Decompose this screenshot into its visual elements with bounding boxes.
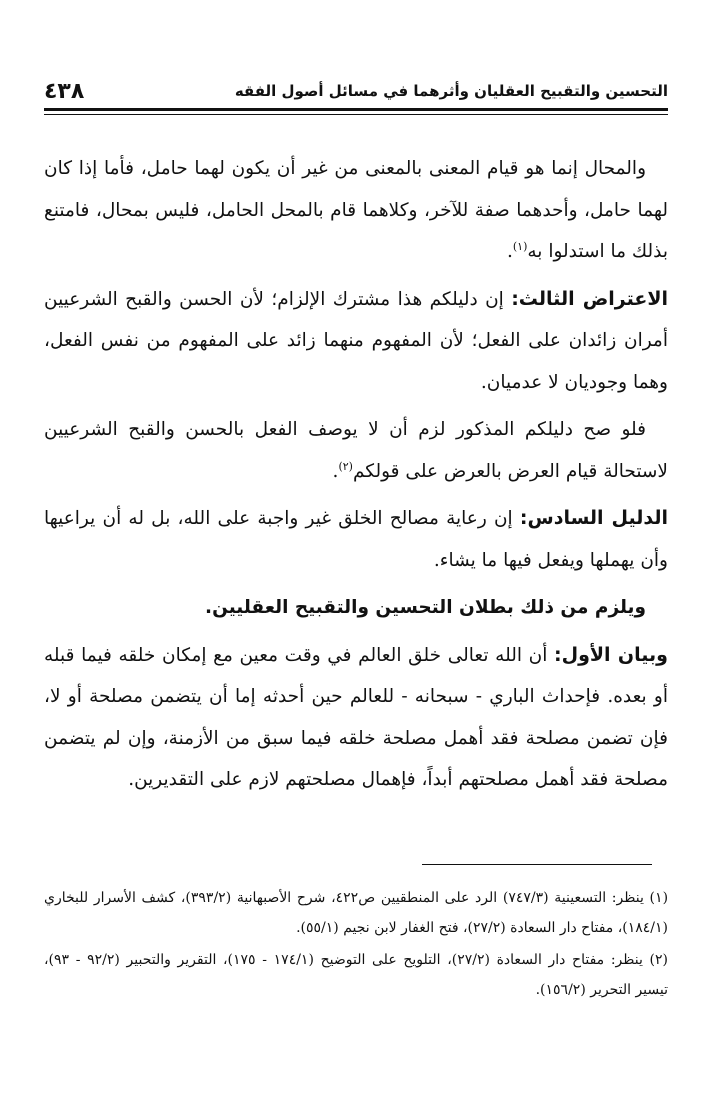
paragraph-1 <box>44 148 668 273</box>
paragraph-3-end: . <box>332 460 339 482</box>
paragraph-consequence: ويلزم من ذلك بطلان التحسين والتقبيح العقليين. <box>205 597 646 618</box>
paragraph-1-text: والمحال إنما هو قيام المعنى بالمعنى من غير أن يكون لهما حامل، فأما إذا كان لهما حامل، وأحدهما صفة للآخر، وكلاهما قام بالمحل الحامل، فليس بمحال، فامتنع بذلك ما استدلوا به <box>44 158 668 262</box>
footnote-ref-1: (١) <box>512 239 528 253</box>
footnote-2: (٢) ينظر: مفتاح دار السعادة (٢٧/٢)، التلويح على التوضيح (١٧٤/١ - ١٧٥)، التقرير والتحبير (٩٢/٢ - ٩٣)، تيسير التحرير (١٥٦/٢). <box>44 952 669 998</box>
evidence-6-heading: الدليل السادس: <box>519 507 668 529</box>
footnotes <box>44 883 668 1007</box>
page-header <box>44 74 668 108</box>
header-rule-thin <box>44 114 668 115</box>
objection-3-heading: الاعتراض الثالث: <box>511 287 668 310</box>
footnote-ref-2: (٢) <box>338 459 353 473</box>
paragraph-3 <box>44 409 668 492</box>
paragraph-evidence-6 <box>44 498 668 581</box>
footnote-1: (١) ينظر: التسعينية (٧٤٧/٣) الرد على المنطقيين ص٤٢٢، شرح الأصبهانية (٣٩٣/٢)، كشف الأسرار للبخاري (١٨٤/١)، مفتاح دار السعادة (٢٧/٢)، فتح الغفار لابن نجيم (٥٥/١). <box>44 890 669 936</box>
paragraph-objection-3 <box>44 279 668 404</box>
paragraph-explanation <box>44 635 668 801</box>
objection-3-text: إن دليلكم هذا مشترك الإلزام؛ لأن الحسن والقبح الشرعيين أمران زائدان على الفعل؛ لأن المفهوم منهما زائد على المفهوم من نفس الفعل، وهما وجوديان لا عدميان. <box>44 288 668 393</box>
evidence-6-text: إن رعاية مصالح الخلق غير واجبة على الله، بل له أن يراعيها وأن يهملها ويفعل فيها ما يشاء. <box>44 508 668 571</box>
main-text <box>44 148 668 807</box>
paragraph-3-text: فلو صح دليلكم المذكور لزم أن لا يوصف الفعل بالحسن والقبح الشرعيين لاستحالة قيام العرض بالعرض على قولكم <box>44 419 668 482</box>
running-title: التحسين والتقبيح العقليان وأثرهما في مسائل أصول الفقه <box>234 82 668 100</box>
explanation-heading: وبيان الأول: <box>554 643 668 666</box>
explanation-text: أن الله تعالى خلق العالم في وقت معين مع إمكان خلقه فيما قبله أو بعده. فإحداث الباري - سبحانه - للعالم حين أحدثه إما أن يتضمن مصلحة أو لا، فإن تضمن مصلحة فقد أهمل مصلحة خلقه فيما سبق من الأزمنة، وإن لم يتضمن مصلحة فقد أهمل مصلحتهم أبداً، فإهمال مصلحتهم لازم على التقديرين. <box>44 644 668 790</box>
footnote-separator <box>422 864 652 865</box>
page-number: ٤٣٨ <box>44 78 85 104</box>
paragraph-1-end: . <box>506 241 513 262</box>
header-rule-thick <box>44 108 668 111</box>
